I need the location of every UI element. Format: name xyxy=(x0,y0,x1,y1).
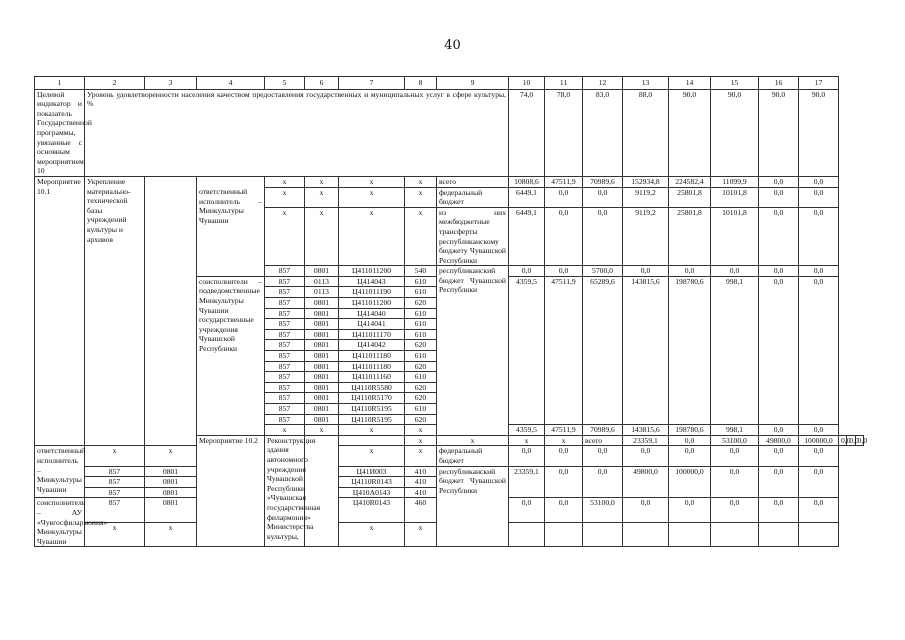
csr-code: Ц411011160 xyxy=(339,372,405,383)
csr-code: x xyxy=(339,425,405,436)
column-number: 12 xyxy=(583,77,623,90)
rz-code: x xyxy=(305,207,339,266)
csr-code: Ц4110R5580 xyxy=(339,382,405,393)
vr-code: 540 xyxy=(405,266,437,277)
column-number: 9 xyxy=(437,77,509,90)
rz-code: 0801 xyxy=(145,498,197,522)
gr-code: 857 xyxy=(265,319,305,330)
gr-code: x xyxy=(405,435,437,446)
value-cell: 0,0 xyxy=(545,446,583,466)
value-cell: 90,0 xyxy=(799,89,839,176)
vr-code: 620 xyxy=(405,340,437,351)
gr-code: 857 xyxy=(265,287,305,298)
column-number: 3 xyxy=(145,77,197,90)
value-cell: 90,0 xyxy=(711,89,759,176)
indicator-name: Целевой индикатор и показатель Государственной программы, увязанные с основным мероприятием 10 xyxy=(35,89,85,176)
column-number: 10 xyxy=(509,77,545,90)
indicator-row xyxy=(35,89,864,176)
csr-code: Ц411011200 xyxy=(339,266,405,277)
vr-code: 610 xyxy=(405,276,437,287)
value-cell: 224582,4 xyxy=(669,176,711,187)
value-cell: 0,0 xyxy=(509,266,545,277)
co-executor: соисполнитель – АУ «Чувгосфилармония» Минкультуры Чувашии xyxy=(35,498,85,547)
vr-code: x xyxy=(405,207,437,266)
value-cell: 0,0 xyxy=(711,266,759,277)
csr-code: Ц411011170 xyxy=(339,329,405,340)
value-cell: 6449,1 xyxy=(509,187,545,207)
value-cell: 0,0 xyxy=(847,435,855,446)
value-cell: 0,0 xyxy=(759,207,799,266)
gr-code: 857 xyxy=(85,498,145,522)
csr-code: Ц414041 xyxy=(339,319,405,330)
value-cell: 0,0 xyxy=(799,466,839,498)
csr-code: x xyxy=(339,446,405,466)
gr-code: 857 xyxy=(265,372,305,383)
vr-code: 620 xyxy=(405,393,437,404)
column-number: 17 xyxy=(799,77,839,90)
csr-code: Ц414040 xyxy=(339,308,405,319)
rz-code: x xyxy=(145,446,197,466)
gr-code: x xyxy=(85,522,145,546)
value-cell: 49800,0 xyxy=(623,466,669,498)
value-cell: 9119,2 xyxy=(623,187,669,207)
value-cell: 0,0 xyxy=(583,466,623,498)
value-cell: 198780,6 xyxy=(669,425,711,436)
gr-code: 857 xyxy=(265,393,305,404)
rz-code: 0801 xyxy=(305,319,339,330)
value-cell: 10101,8 xyxy=(711,207,759,266)
column-number: 2 xyxy=(85,77,145,90)
value-cell: 0,0 xyxy=(759,176,799,187)
rz-code: 0801 xyxy=(305,298,339,309)
value-cell: 0,0 xyxy=(759,187,799,207)
column-number: 5 xyxy=(265,77,305,90)
source-label: республиканский бюджет Чувашской Республики xyxy=(437,266,509,436)
budget-table xyxy=(34,76,868,547)
rz-code: 0801 xyxy=(305,393,339,404)
gr-code: 857 xyxy=(265,298,305,309)
value-cell: 0,0 xyxy=(839,435,847,446)
rz-code: 0801 xyxy=(305,404,339,415)
rz-code: 0801 xyxy=(305,308,339,319)
vr-code: 410 xyxy=(405,466,437,477)
csr-code: Ц410А0143 xyxy=(339,487,405,498)
empty-cell xyxy=(339,435,405,446)
gr-code: 857 xyxy=(265,414,305,425)
empty-cell xyxy=(197,176,265,187)
value-cell: 0,0 xyxy=(545,266,583,277)
value-cell: 100000,0 xyxy=(799,435,839,446)
csr-code: Ц414042 xyxy=(339,340,405,351)
value-cell: 0,0 xyxy=(799,425,839,436)
value-cell: 0,0 xyxy=(669,446,711,466)
value-cell: 90,0 xyxy=(669,89,711,176)
csr-code: Ц411011200 xyxy=(339,298,405,309)
csr-code: x xyxy=(339,522,405,546)
value-cell: 11099,9 xyxy=(711,176,759,187)
value-cell: 0,0 xyxy=(799,207,839,266)
value-cell: 74,0 xyxy=(509,89,545,176)
value-cell: 47511,9 xyxy=(545,276,583,424)
value-cell: 65289,6 xyxy=(583,276,623,424)
value-cell: 0,0 xyxy=(711,446,759,466)
rz-code: 0801 xyxy=(305,372,339,383)
empty-cell xyxy=(509,522,545,546)
value-cell: 0,0 xyxy=(799,498,839,522)
gr-code: 857 xyxy=(265,351,305,362)
value-cell: 53100,0 xyxy=(711,435,759,446)
csr-code: x xyxy=(509,435,545,446)
value-cell: 0,0 xyxy=(711,466,759,498)
vr-code: 610 xyxy=(405,351,437,362)
gr-code: 857 xyxy=(265,329,305,340)
value-cell: 10101,8 xyxy=(711,187,759,207)
csr-code: Ц4110R5195 xyxy=(339,414,405,425)
vr-code: x xyxy=(405,446,437,466)
value-cell: 9119,2 xyxy=(623,207,669,266)
empty-cell xyxy=(669,522,711,546)
column-number: 7 xyxy=(339,77,405,90)
rz-code: x xyxy=(305,187,339,207)
rz-code: 0801 xyxy=(305,340,339,351)
value-cell: 0,0 xyxy=(669,266,711,277)
value-cell: 998,1 xyxy=(711,276,759,424)
value-cell: 0,0 xyxy=(759,498,799,522)
vr-code: 410 xyxy=(405,477,437,488)
value-cell: 0,0 xyxy=(799,176,839,187)
gr-code: 857 xyxy=(265,308,305,319)
value-cell: 4359,5 xyxy=(509,276,545,424)
value-cell: 0,0 xyxy=(799,187,839,207)
column-number: 8 xyxy=(405,77,437,90)
vr-code: 610 xyxy=(405,287,437,298)
column-number: 1 xyxy=(35,77,85,90)
value-cell: 25801,8 xyxy=(669,187,711,207)
m1-row xyxy=(35,176,864,187)
vr-code: 620 xyxy=(405,298,437,309)
value-cell: 100000,0 xyxy=(669,466,711,498)
empty-cell xyxy=(623,522,669,546)
csr-code: Ц410R0143 xyxy=(339,498,405,522)
value-cell: 53100,0 xyxy=(583,498,623,522)
responsible: ответственный исполнитель – Минкультуры Чувашии xyxy=(197,187,265,276)
column-number: 14 xyxy=(669,77,711,90)
value-cell: 0,0 xyxy=(759,276,799,424)
rz-code: 0801 xyxy=(145,466,197,477)
vr-code: 620 xyxy=(405,361,437,372)
source-label: федеральный бюджет xyxy=(437,187,509,207)
column-number: 6 xyxy=(305,77,339,90)
rz-code: x xyxy=(145,522,197,546)
value-cell: 0,0 xyxy=(545,207,583,266)
source-label: республиканский бюджет Чувашской Республики xyxy=(437,466,509,547)
value-cell: 0,0 xyxy=(799,276,839,424)
rz-code: 0801 xyxy=(145,477,197,488)
empty-cell xyxy=(759,522,799,546)
value-cell: 0,0 xyxy=(759,446,799,466)
rz-code: 0801 xyxy=(145,487,197,498)
gr-code: x xyxy=(85,446,145,466)
value-cell: 0,0 xyxy=(759,266,799,277)
csr-code: x xyxy=(339,176,405,187)
gr-code: 857 xyxy=(85,466,145,477)
value-cell: 0,0 xyxy=(623,266,669,277)
gr-code: 857 xyxy=(265,340,305,351)
value-cell: 143815,6 xyxy=(623,425,669,436)
column-number: 11 xyxy=(545,77,583,90)
rz-code: x xyxy=(305,425,339,436)
value-cell: 23359,1 xyxy=(623,435,669,446)
value-cell: 152934,8 xyxy=(623,176,669,187)
responsible: ответственный исполнитель – Минкультуры Чувашии xyxy=(35,446,85,498)
gr-code: x xyxy=(265,187,305,207)
value-cell: 23359,1 xyxy=(509,466,545,498)
rz-code: 0801 xyxy=(305,361,339,372)
csr-code: Ц41И003 xyxy=(339,466,405,477)
empty-cell xyxy=(545,522,583,546)
rz-code: 0801 xyxy=(305,414,339,425)
measure-name: Укрепление материально-технической базы учреждений культуры и архивов xyxy=(85,176,145,445)
value-cell: 90,0 xyxy=(759,89,799,176)
gr-code: x xyxy=(265,176,305,187)
csr-code: Ц411011190 xyxy=(339,287,405,298)
gr-code: 857 xyxy=(85,487,145,498)
value-cell: 70989,6 xyxy=(583,176,623,187)
value-cell: 143815,6 xyxy=(623,276,669,424)
measure-name: Реконструкция здания автономного учреждения Чувашской Республики «Чувашская государственная филармония» Министерства культуры, xyxy=(265,435,305,547)
value-cell: 88,0 xyxy=(623,89,669,176)
vr-code: x xyxy=(405,176,437,187)
vr-code: 610 xyxy=(405,319,437,330)
vr-code: x xyxy=(545,435,583,446)
gr-code: x xyxy=(265,425,305,436)
value-cell: 0,0 xyxy=(799,266,839,277)
co-executor: соисполнители – подведомственные Минкультуры Чувашии государственные учреждения Чувашской Республики xyxy=(197,276,265,435)
value-cell: 0,0 xyxy=(509,446,545,466)
rz-code: 0113 xyxy=(305,276,339,287)
csr-code: Ц414043 xyxy=(339,276,405,287)
csr-code: Ц411011180 xyxy=(339,351,405,362)
value-cell: 0,0 xyxy=(509,498,545,522)
measure-label: Мероприятие 10.1 xyxy=(35,176,85,445)
value-cell: 0,0 xyxy=(759,425,799,436)
value-cell: 0,0 xyxy=(669,498,711,522)
csr-code: Ц4110R5195 xyxy=(339,404,405,415)
csr-code: Ц4110R5170 xyxy=(339,393,405,404)
vr-code: 610 xyxy=(405,308,437,319)
value-cell: 4359,5 xyxy=(509,425,545,436)
vr-code: 460 xyxy=(405,498,437,522)
value-cell: 0,0 xyxy=(623,446,669,466)
value-cell: 0,0 xyxy=(583,187,623,207)
rz-code: x xyxy=(305,176,339,187)
csr-code: Ц411011180 xyxy=(339,361,405,372)
vr-code: 610 xyxy=(405,404,437,415)
vr-code: 620 xyxy=(405,414,437,425)
value-cell: 47511,9 xyxy=(545,425,583,436)
vr-code: 610 xyxy=(405,329,437,340)
indicator-description: Уровень удовлетворенности населения качеством предоставления государственных и муниципальных услуг в сфере культуры, % xyxy=(85,89,509,176)
csr-code: Ц4110R0143 xyxy=(339,477,405,488)
vr-code: 610 xyxy=(405,372,437,383)
gr-code: 857 xyxy=(85,477,145,488)
value-cell: 70989,6 xyxy=(583,425,623,436)
rz-code: 0801 xyxy=(305,329,339,340)
gr-code: 857 xyxy=(265,404,305,415)
source-label: всего xyxy=(583,435,623,446)
value-cell: 78,0 xyxy=(545,89,583,176)
source-label: федеральный бюджет xyxy=(437,446,509,466)
gr-code: x xyxy=(265,207,305,266)
gr-code: 857 xyxy=(265,266,305,277)
value-cell: 0,0 xyxy=(759,466,799,498)
column-number: 15 xyxy=(711,77,759,90)
source-label: из них межбюджетные трансферты республиканскому бюджету Чувашской Республики xyxy=(437,207,509,266)
measure-label: Мероприятие 10.2 xyxy=(197,435,265,547)
page-number: 40 xyxy=(444,38,461,53)
vr-code: x xyxy=(405,522,437,546)
value-cell: 47511,9 xyxy=(545,176,583,187)
gr-code: 857 xyxy=(265,361,305,372)
value-cell: 0,0 xyxy=(799,446,839,466)
value-cell: 998,1 xyxy=(711,425,759,436)
value-cell: 6449,1 xyxy=(509,207,545,266)
value-cell: 0,0 xyxy=(583,207,623,266)
value-cell: 0,0 xyxy=(545,498,583,522)
rz-code: 0113 xyxy=(305,287,339,298)
value-cell: 198780,6 xyxy=(669,276,711,424)
column-number: 4 xyxy=(197,77,265,90)
empty-cell xyxy=(145,176,197,445)
source-label: всего xyxy=(437,176,509,187)
empty-cell xyxy=(799,522,839,546)
column-number: 16 xyxy=(759,77,799,90)
rz-code: 0801 xyxy=(305,382,339,393)
column-number: 13 xyxy=(623,77,669,90)
table-row xyxy=(35,466,864,477)
csr-code: x xyxy=(339,207,405,266)
gr-code: 857 xyxy=(265,382,305,393)
empty-cell xyxy=(583,522,623,546)
value-cell: 83,0 xyxy=(583,89,623,176)
value-cell: 0,0 xyxy=(711,498,759,522)
rz-code: x xyxy=(437,435,509,446)
vr-code: 410 xyxy=(405,487,437,498)
value-cell: 0,0 xyxy=(855,435,863,446)
header-row xyxy=(35,77,864,90)
value-cell: 10808,6 xyxy=(509,176,545,187)
vr-code: x xyxy=(405,187,437,207)
empty-cell xyxy=(711,522,759,546)
gr-code: 857 xyxy=(265,276,305,287)
rz-code: 0801 xyxy=(305,266,339,277)
value-cell: 0,0 xyxy=(545,466,583,498)
vr-code: x xyxy=(405,425,437,436)
table-row xyxy=(35,446,864,466)
value-cell: 0,0 xyxy=(669,435,711,446)
csr-code: x xyxy=(339,187,405,207)
value-cell: 5700,0 xyxy=(583,266,623,277)
value-cell: 0,0 xyxy=(545,187,583,207)
value-cell: 25801,8 xyxy=(669,207,711,266)
value-cell: 0,0 xyxy=(583,446,623,466)
vr-code: 620 xyxy=(405,382,437,393)
value-cell: 0,0 xyxy=(623,498,669,522)
value-cell: 49800,0 xyxy=(759,435,799,446)
rz-code: 0801 xyxy=(305,351,339,362)
